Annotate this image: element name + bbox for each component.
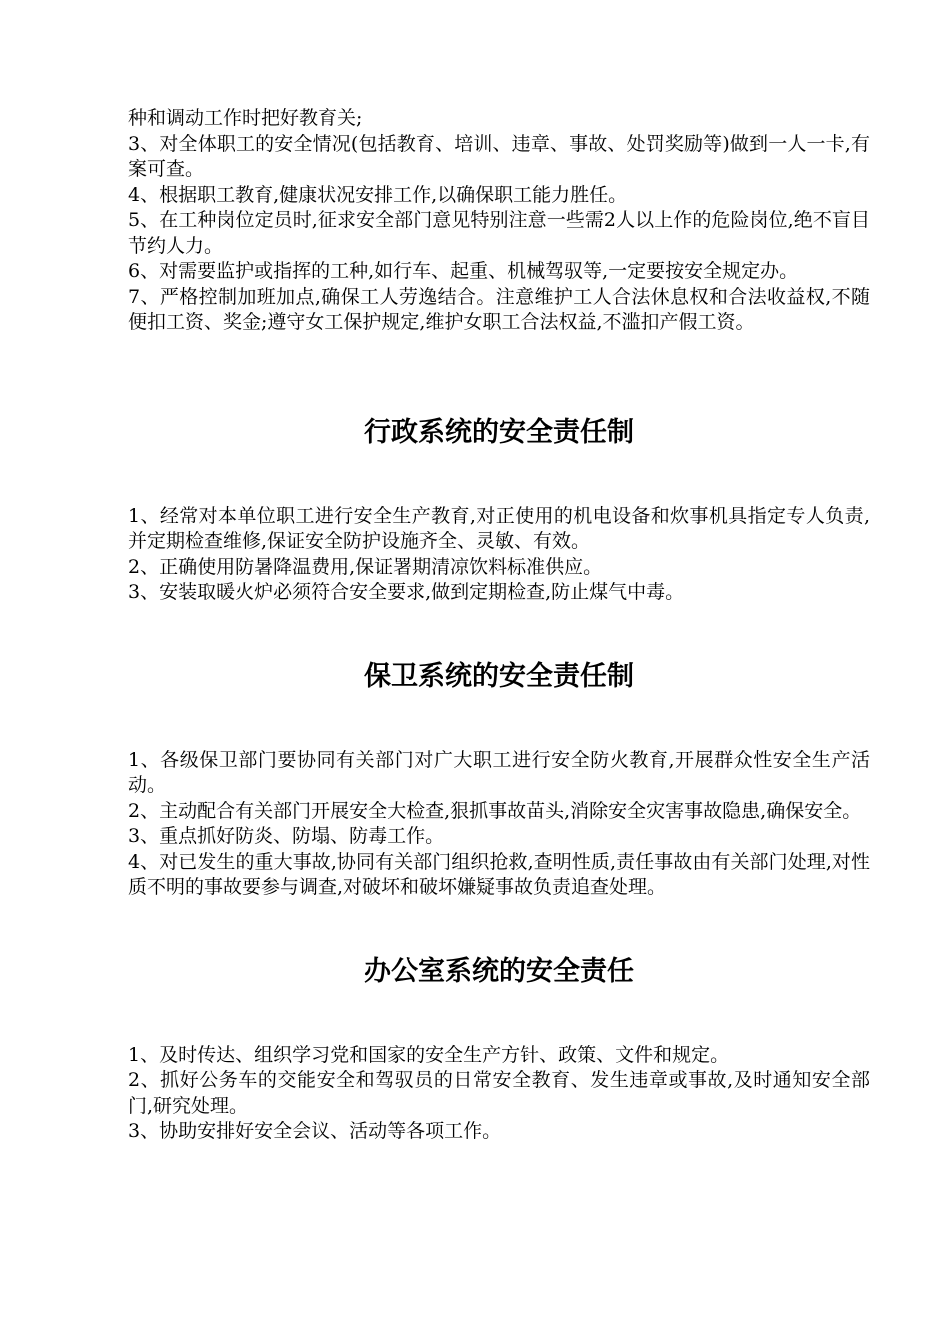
document-page [128, 106, 870, 1145]
section-heading: 办公室系统的安全责任 [364, 955, 634, 987]
paragraph: 1、经常对本单位职工进行安全生产教育,对正使用的机电设备和炊事机具指定专人负责,并定期检查维修,保证安全防护设施齐全、灵敏、有效。 [128, 504, 870, 552]
paragraph: 3、协助安排好安全会议、活动等各项工作。 [128, 1120, 502, 1142]
paragraph: 种和调动工作时把好教育关; [128, 107, 363, 129]
paragraph: 7、严格控制加班加点,确保工人劳逸结合。注意维护工人合法休息权和合法收益权,不随便扣工资、奖金;遵守女工保护规定,维护女职工合法权益,不滥扣产假工资。 [128, 285, 870, 333]
paragraph: 1、各级保卫部门要协同有关部门对广大职工进行安全防火教育,开展群众性安全生产活动。 [128, 748, 870, 796]
paragraph: 4、对已发生的重大事故,协同有关部门组织抢救,查明性质,责任事故由有关部门处理,对性质不明的事故要参与调查,对破坏和破坏嫌疑事故负责追查处理。 [128, 850, 870, 898]
paragraph: 1、及时传达、组织学习党和国家的安全生产方针、政策、文件和规定。 [128, 1043, 730, 1066]
paragraph: 6、对需要监护或指挥的工种,如行车、起重、机械驾驭等,一定要按安全规定办。 [128, 260, 799, 282]
section-security [128, 660, 870, 901]
section-office [128, 955, 870, 1145]
paragraph: 2、正确使用防暑降温费用,保证署期清凉饮料标准供应。 [128, 555, 603, 578]
paragraph: 3、安装取暖火炉必须符合安全要求,做到定期检查,防止煤气中毒。 [128, 581, 685, 603]
paragraph: 2、抓好公务车的交能安全和驾驭员的日常安全教育、发生违章或事故,及时通知安全部门,研究处理。 [128, 1069, 870, 1117]
paragraph: 4、根据职工教育,健康状况安排工作,以确保职工能力胜任。 [128, 183, 628, 206]
paragraph: 2、主动配合有关部门开展安全大检查,狠抓事故苗头,消除安全灾害事故隐患,确保安全。 [128, 799, 862, 822]
section-administration [128, 380, 870, 606]
paragraph: 3、对全体职工的安全情况(包括教育、培训、违章、事故、处罚奖励等)做到一人一卡,有案可查。 [128, 132, 870, 180]
paragraph: 5、在工种岗位定员时,征求安全部门意见特别注意一些需2人以上作的危险岗位,绝不盲目节约人力。 [128, 209, 870, 257]
paragraph: 3、重点抓好防炎、防塌、防毒工作。 [128, 825, 445, 847]
section-heading: 行政系统的安全责任制 [364, 416, 634, 448]
section-heading: 保卫系统的安全责任制 [364, 660, 634, 692]
intro-section [128, 106, 870, 336]
